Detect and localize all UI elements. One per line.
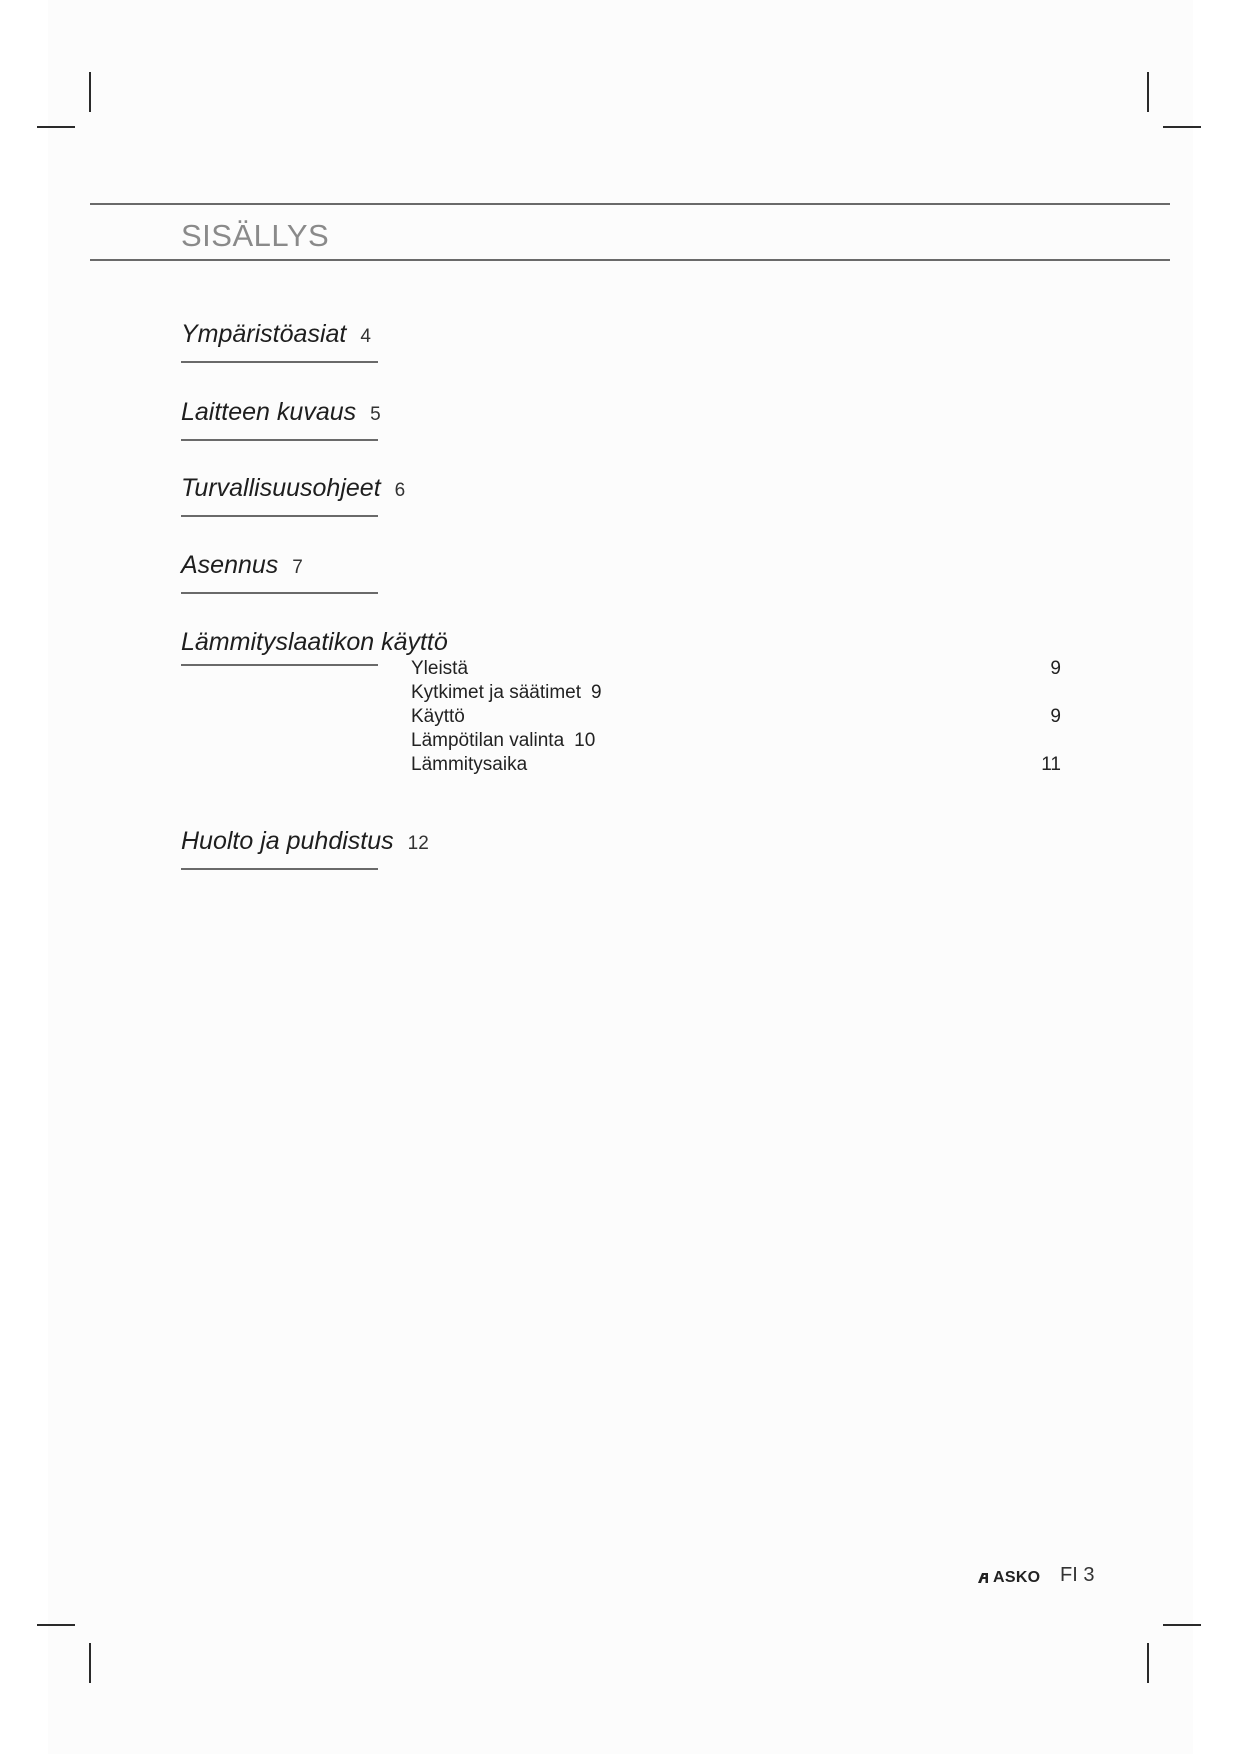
toc-underline xyxy=(181,868,378,870)
toc-page-number: 7 xyxy=(292,557,303,578)
page-title: SISÄLLYS xyxy=(181,218,330,253)
crop-mark-bottom-left-horizontal xyxy=(37,1624,75,1626)
toc-heading: Turvallisuusohjeet xyxy=(181,474,381,502)
page-background xyxy=(48,0,1193,1754)
crop-mark-bottom-left-vertical xyxy=(89,1643,91,1683)
toc-heading: Asennus xyxy=(181,551,279,579)
title-rule-top xyxy=(90,203,1170,205)
crop-mark-top-right-vertical xyxy=(1147,72,1149,112)
toc-underline xyxy=(181,439,378,441)
toc-subsection-lampotilan-valinta[interactable] xyxy=(411,729,1061,753)
toc-subsection-kytkimet[interactable] xyxy=(411,681,1061,705)
toc-underline xyxy=(181,361,378,363)
toc-underline xyxy=(181,592,378,594)
asko-logo-text: ASKO xyxy=(993,1569,1041,1586)
toc-subsection-label: Lämpötilan valinta xyxy=(411,730,565,751)
toc-entry-huolto-ja-puhdistus[interactable] xyxy=(181,825,429,870)
toc-subsection-label: Kytkimet ja säätimet xyxy=(411,682,581,703)
toc-heading: Lämmityslaatikon käyttö xyxy=(181,628,448,656)
toc-heading: Laitteen kuvaus xyxy=(181,398,357,426)
toc-page-number: 12 xyxy=(407,833,429,854)
toc-entry-turvallisuusohjeet[interactable] xyxy=(181,472,405,517)
toc-subsection-page: 9 xyxy=(591,682,602,703)
asko-logo-icon xyxy=(977,1572,989,1584)
asko-logo xyxy=(977,1566,1040,1590)
toc-entry-asennus[interactable] xyxy=(181,549,378,594)
toc-subsection-label: Yleistä xyxy=(411,658,469,679)
footer-page-number: FI 3 xyxy=(1060,1564,1095,1586)
toc-subsection-page: 9 xyxy=(1050,706,1061,727)
toc-subsection-lammitysaika[interactable] xyxy=(411,753,1061,777)
toc-subsection-label: Käyttö xyxy=(411,706,465,727)
toc-underline xyxy=(181,664,378,666)
title-rule-bottom xyxy=(90,259,1170,261)
toc-subsection-list xyxy=(411,657,1061,777)
toc-subsection-page: 9 xyxy=(1050,658,1061,679)
toc-entry-ymparistoasiat[interactable] xyxy=(181,318,378,363)
toc-entry-lammityslaatikon-kaytto[interactable] xyxy=(181,626,448,666)
toc-page-number: 4 xyxy=(360,326,371,347)
toc-subsection-page: 11 xyxy=(1041,754,1061,775)
toc-subsection-kaytto[interactable] xyxy=(411,705,1061,729)
toc-subsection-page: 10 xyxy=(574,730,596,751)
toc-subsection-label: Lämmitysaika xyxy=(411,754,528,775)
toc-page-number: 5 xyxy=(370,404,381,425)
crop-mark-bottom-right-horizontal xyxy=(1163,1624,1201,1626)
toc-page-number: 6 xyxy=(394,480,406,501)
crop-mark-top-left-horizontal xyxy=(37,126,75,128)
crop-mark-bottom-right-vertical xyxy=(1147,1643,1149,1683)
toc-underline xyxy=(181,515,378,517)
toc-heading: Ympäristöasiat xyxy=(181,320,347,348)
crop-mark-top-right-horizontal xyxy=(1163,126,1201,128)
toc-heading: Huolto ja puhdistus xyxy=(181,827,394,855)
toc-entry-laitteen-kuvaus[interactable] xyxy=(181,396,381,441)
toc-subsection-yleista[interactable] xyxy=(411,657,1061,681)
crop-mark-top-left-vertical xyxy=(89,72,91,112)
